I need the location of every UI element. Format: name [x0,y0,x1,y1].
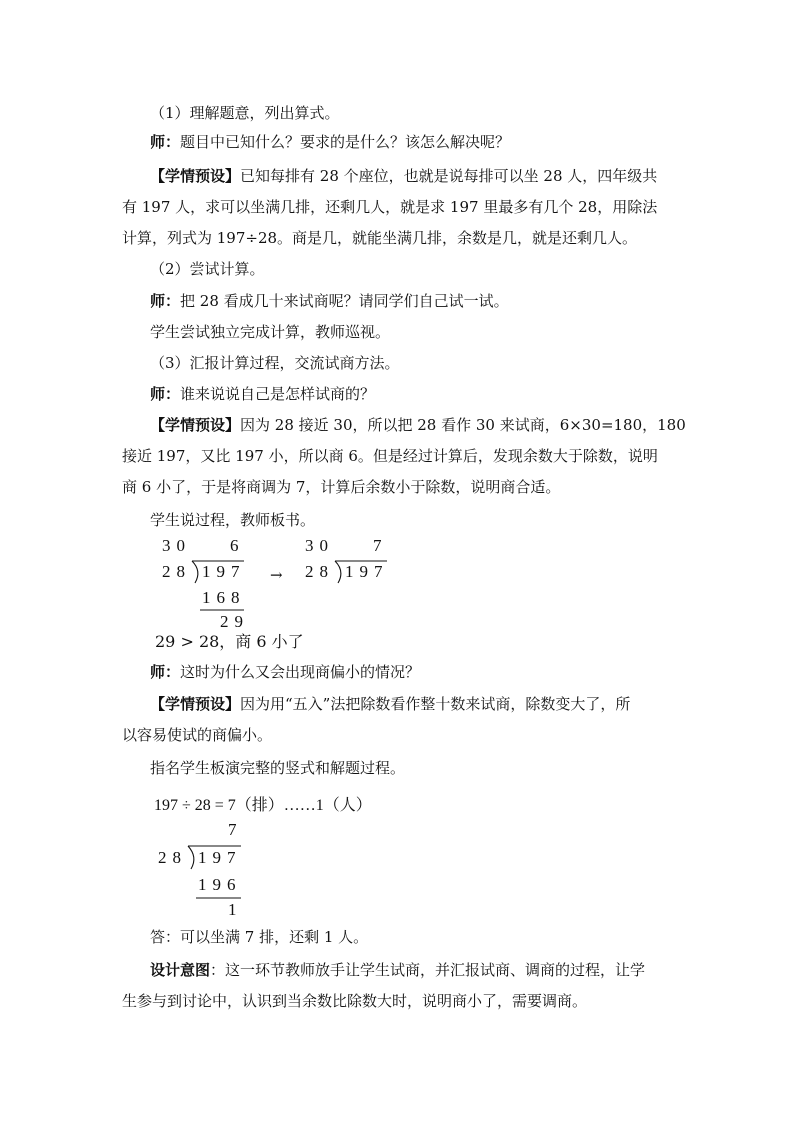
paragraph-line: 计算，列式为 197÷28。商是几，就能坐满几排，余数是几，就是还剩几人。 [122,229,638,247]
paragraph-line: 指名学生板演完整的竖式和解题过程。 [150,759,406,777]
dividend: 197 [198,848,242,867]
answer-line: 答：可以坐满 7 排，还剩 1 人。 [150,928,369,946]
arrow-icon: → [270,566,283,584]
paragraph-line: 学生尝试独立完成计算，教师巡视。 [150,323,391,341]
quotient: 7 [373,536,388,555]
teacher-question-text: 题目中已知什么？要求的是什么？该怎么解决呢？ [180,133,511,151]
teacher-label: 师： [150,663,181,681]
remainder: 1 [228,900,243,919]
teacher-question-text: 谁来说说自己是怎样试商的？ [180,385,376,403]
paragraph-line: 有 197 人，求可以坐满几排，还剩几人，就是求 197 里最多有几个 28，用除法 [122,198,658,216]
preset-label: 【学情预设】 [150,416,241,434]
divisor: 28 [158,848,187,867]
product: 196 [198,875,242,894]
teacher-question-text: 把 28 看成几十来试商呢？请同学们自己试一试。 [180,292,509,310]
teacher-question-3 [150,384,375,404]
preset-text: 因为用“五入”法把除数看作整十数来试商，除数变大了，所 [240,695,631,713]
preset-paragraph-2 [150,415,686,435]
long-division-final [158,820,258,925]
preset-paragraph-3 [150,694,630,714]
paragraph-line: 学生说过程，教师板书。 [150,511,316,529]
teacher-label: 师： [150,133,181,151]
dividend: 197 [345,562,389,581]
remainder: 29 [220,612,249,631]
trial-divisor: 30 [162,536,191,555]
teacher-question-2 [150,291,509,311]
long-division-trial-6 [162,536,262,636]
teacher-label: 师： [150,292,181,310]
preset-paragraph-1 [150,166,657,186]
comparison-note: 29 > 28，商 6 小了 [155,632,304,651]
paragraph-line: 以容易使试的商偏小。 [122,726,273,744]
paragraph-line: 生参与到讨论中，认识到当余数比除数大时，说明商小了，需要调商。 [122,992,588,1010]
teacher-question-4 [150,662,420,682]
division-bracket [305,536,405,596]
step-3-heading: （3）汇报计算过程，交流试商方法。 [150,354,400,372]
teacher-question-1 [150,132,510,152]
step-2-heading: （2）尝试计算。 [150,260,265,278]
dividend: 197 [202,562,246,581]
divisor: 28 [162,562,191,581]
teacher-question-text: 这时为什么又会出现商偏小的情况？ [180,663,421,681]
quotient: 6 [230,536,245,555]
division-bracket [158,820,258,925]
divisor: 28 [305,562,334,581]
paragraph-line: 接近 197，又比 197 小，所以商 6。但是经过计算后，发现余数大于除数，说明 [122,447,658,465]
preset-label: 【学情预设】 [150,167,241,185]
preset-text: 因为 28 接近 30，所以把 28 看作 30 来试商，6×30=180，180 [240,416,686,434]
product: 168 [202,588,246,607]
trial-divisor: 30 [305,536,334,555]
division-bracket [162,536,262,636]
division-equation: 197 ÷ 28 = 7（排）……1（人） [154,797,372,814]
preset-text: 已知每排有 28 个座位，也就是说每排可以坐 28 人，四年级共 [240,167,658,185]
step-1-heading: （1）理解题意，列出算式。 [150,104,340,122]
design-intent-paragraph [150,960,645,980]
paragraph-line: 商 6 小了，于是将商调为 7，计算后余数小于除数，说明商合适。 [122,478,561,496]
teacher-label: 师： [150,385,181,403]
long-division-adjusted-7 [305,536,405,596]
preset-label: 【学情预设】 [150,695,241,713]
quotient: 7 [228,820,243,839]
design-intent-text: ：这一环节教师放手让学生试商，并汇报试商、调商的过程，让学 [210,961,646,979]
design-intent-label: 设计意图 [150,961,211,979]
